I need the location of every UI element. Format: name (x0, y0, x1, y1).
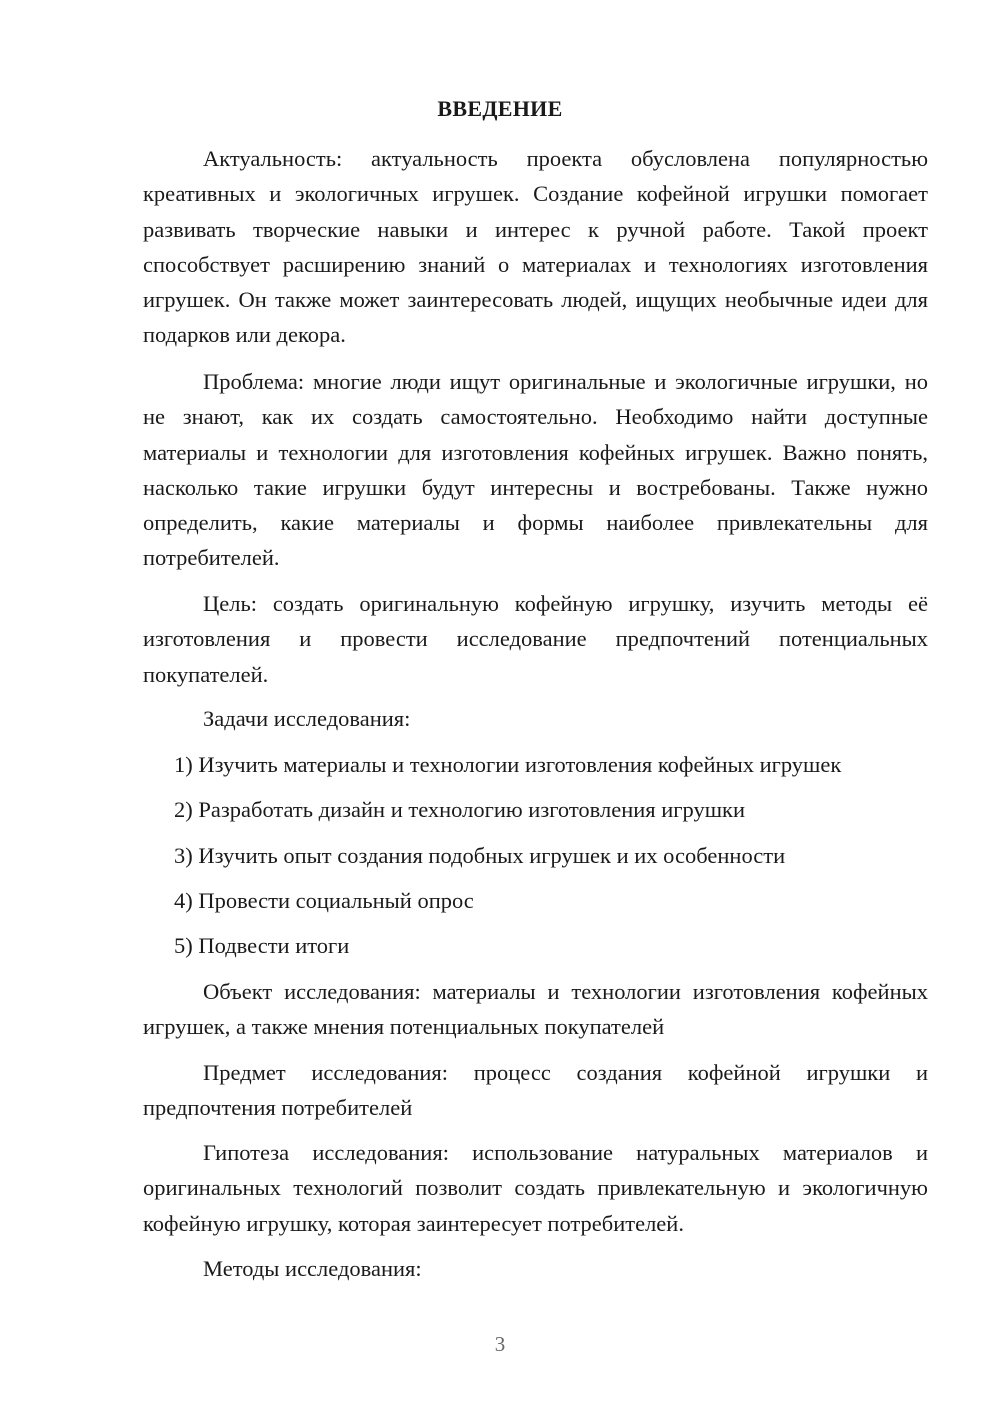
goal-paragraph: Цель: создать оригинальную кофейную игрушку, изучить методы её изготовления и провести исследование предпочтений потенциальных покупателей. (143, 591, 928, 687)
list-item: 4) Провести социальный опрос (174, 888, 474, 913)
problem-paragraph: Проблема: многие люди ищут оригинальные и экологичные игрушки, но не знают, как их создать самостоятельно. Необходимо найти доступные материалы и технологии для изготовления кофейных игрушек. Важно понять, насколько такие игрушки будут интересны и востребованы. Также нужно определить, какие материалы и формы наиболее привлекательны для потребителей. (143, 369, 928, 571)
methods-heading: Методы исследования: (203, 1256, 422, 1281)
list-item: 5) Подвести итоги (174, 933, 350, 958)
page-title: ВВЕДЕНИЕ (437, 96, 563, 121)
list-item: 1) Изучить материалы и технологии изготовления кофейных игрушек (174, 752, 842, 777)
object-paragraph: Объект исследования: материалы и технологии изготовления кофейных игрушек, а также мнения потенциальных покупателей (143, 979, 928, 1040)
subject-paragraph: Предмет исследования: процесс создания кофейной игрушки и предпочтения потребителей (143, 1060, 928, 1121)
page-number: 3 (494, 1332, 506, 1356)
tasks-heading: Задачи исследования: (203, 706, 411, 731)
list-item: 2) Разработать дизайн и технологию изготовления игрушки (174, 797, 746, 822)
hypothesis-paragraph: Гипотеза исследования: использование натуральных материалов и оригинальных технологий позволит создать привлекательную и экологичную кофейную игрушку, которая заинтересует потребителей. (143, 1140, 928, 1236)
list-item: 3) Изучить опыт создания подобных игрушек и их особенности (174, 843, 786, 868)
actuality-paragraph: Актуальность: актуальность проекта обусловлена популярностью креативных и экологичных игрушек. Создание кофейной игрушки помогает развивать творческие навыки и интерес к ручной работе. Такой проект способствует расширению знаний о материалах и технологиях изготовления игрушек. Он также может заинтересовать людей, ищущих необычные идеи для подарков или декора. (143, 146, 928, 348)
